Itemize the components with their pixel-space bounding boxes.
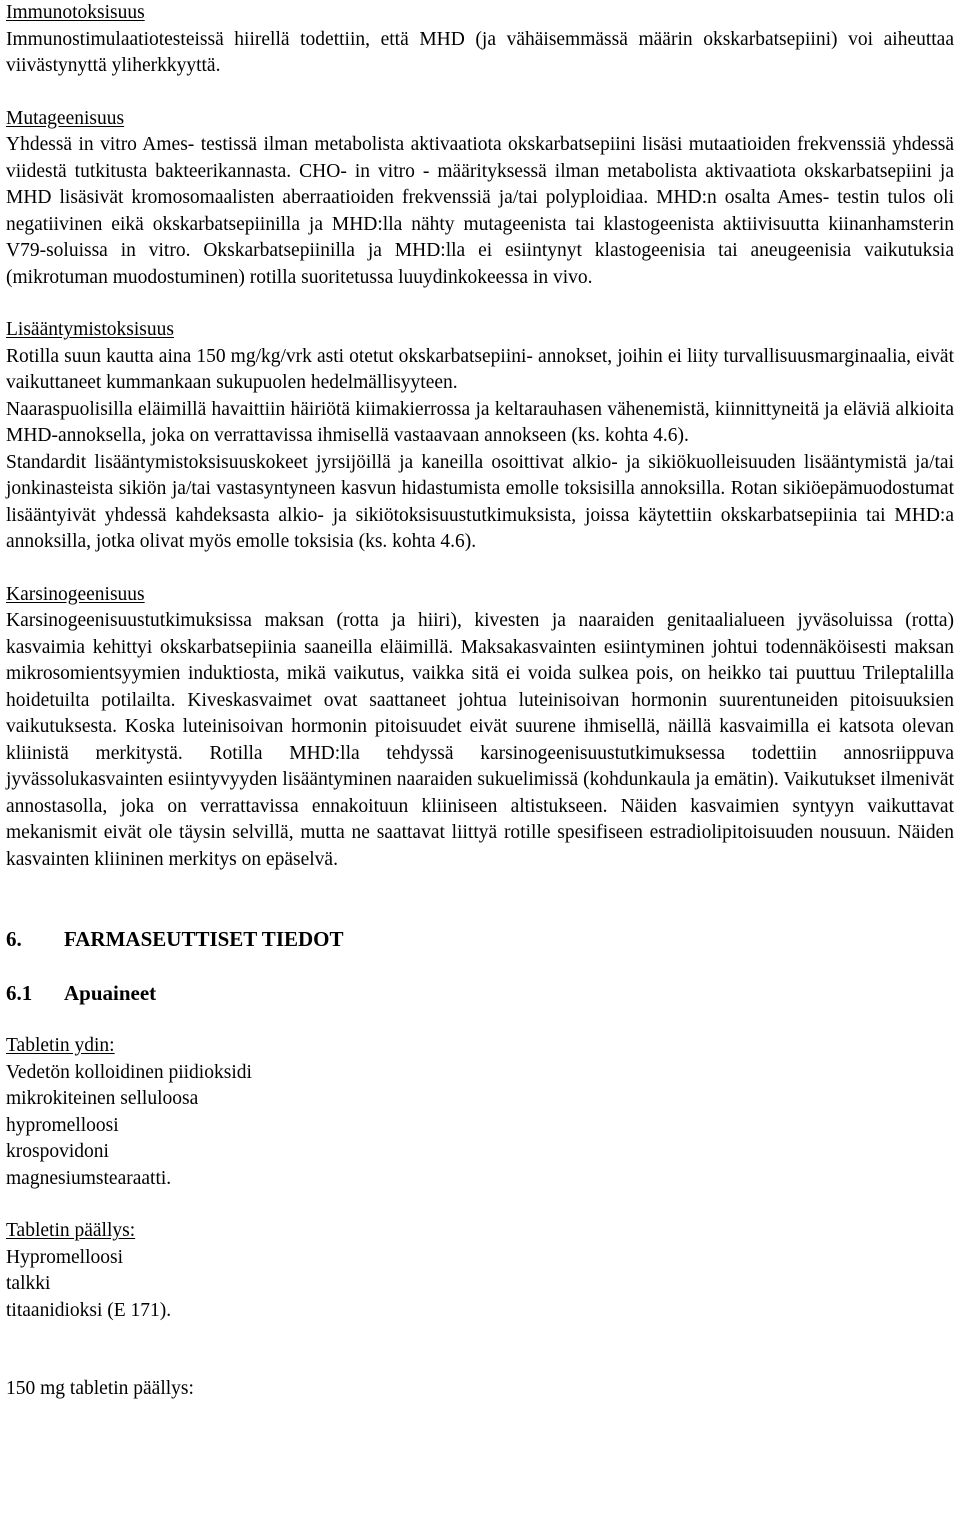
list-item: Vedetön kolloidinen piidioksidi (6, 1061, 252, 1083)
tablet-coating-section (6, 1218, 954, 1324)
reproductive-toxicity-heading: Lisääntymistoksisuus (6, 319, 174, 340)
section-6-1-heading (6, 979, 954, 1007)
section-6-number: 6. (6, 927, 22, 951)
tablet-coating-heading: Tabletin päällys: (6, 1220, 136, 1241)
carcinogenicity-text: Karsinogeenisuustutkimuksissa maksan (rotta ja hiiri), kivesten ja naaraiden genitaalialueen jyväsoluissa (rotta) kasvaimia kehittyi okskarbatsepiinia saaneilla eläimillä. Maksakasvainten esiintyminen johtui todennäköisesti maksan mikrosomientsyymien induktiosta, mikä vaikutus, vaikka sitä ei voida sulkea pois, on heikko tai puuttuu Trileptalilla hoidetuilta potilailta. Kiveskasvaimet ovat saattaneet johtua luteinisoivan hormonin suurentuneiden pitoisuuksien vaikutuksesta. Koska luteinisoivan hormonin pitoisuudet eivät suurene ihmisellä, näillä kasvaimilla ei katsota olevan kliinistä merkitystä. Rotilla MHD:lla tehdyssä karsinogeenisuustutkimuksessa todettiin annosriippuva jyvässolukasvainten esiintyvyyden lisääntyminen naaraiden sukuelimissä (kohdunkaula ja emätin). Vaikutukset ilmenivät annostasolla, joka on verrattavissa ennakoituun kliiniseen altistukseen. Näiden kasvaimien syntyyn vaikuttavat mekanismit eivät ole täysin selvillä, mutta ne saattavat liittyä rotille spesifiseen estradiolipitoisuuden nousuun. Näiden kasvainten kliininen merkitys on epäselvä. (6, 610, 954, 870)
reproductive-toxicity-paragraph: Rotilla suun kautta aina 150 mg/kg/vrk asti otetut okskarbatsepiini- annokset, joihin ei liity turvallisuusmarginaalia, eivät vaikuttaneet kummankaan sukupuolen hedelmällisyyteen. (6, 345, 954, 393)
list-item: mikrokiteinen selluloosa (6, 1088, 199, 1109)
section-6-1-title: Apuaineet (64, 981, 157, 1005)
carcinogenicity-heading: Karsinogeenisuus (6, 583, 145, 605)
tablet-core-heading: Tabletin ydin: (6, 1035, 115, 1056)
list-item: krospovidoni (6, 1141, 109, 1162)
reproductive-toxicity-paragraph: Standardit lisääntymistoksisuuskokeet jyrsijöillä ja kaneilla osoittivat alkio- ja sikiökuolleisuuden lisääntymistä ja/tai jonkinasteista sikiön ja/tai vastasyntyneen kasvun hidastumista emolle toksisilla annoksilla. Rotan sikiöepämuodostumat lisääntyivät yhdessä kahdeksasta alkio- ja sikiötoksisuustutkimuksista, joissa käytettiin okskarbatsepiinia tai MHD:a annoksilla, jotka olivat myös emolle toksisia (ks. kohta 4.6). (6, 451, 954, 552)
document-page (6, 0, 954, 1403)
section-6-title: FARMASEUTTISET TIEDOT (64, 927, 344, 951)
list-item: magnesiumstearaatti. (6, 1167, 172, 1189)
immunotoxicity-section (6, 0, 954, 80)
tablet-150-coating-section (6, 1376, 954, 1403)
tablet-150-coating-heading: 150 mg tabletin päällys: (6, 1378, 194, 1399)
mutagenicity-text: Yhdessä in vitro Ames- testissä ilman metabolista aktivaatiota okskarbatsepiini lisäsi mutaatioiden frekvenssiä yhdessä viidestä tutkitusta bakteerikannasta. CHO- in vitro - määrityksessä ilman metabolista aktivaatiota okskarbatsepiini ja MHD lisäsivät kromosomaalisten aberraatioiden frekvenssiä ja/tai polyploidiaa. MHD:n osalta Ames- testin tulos oli negatiivinen eikä okskarbatsepiinilla ja MHD:lla nähty mutageenista tai klastogeenista aktiivisuutta kiinanhamsterin V79-soluissa in vitro. Okskarbatsepiinilla ja MHD:lla ei esiintynyt klastogeenisia tai aneugeenisia vaikutuksia (mikrotuman muodostuminen) rotilla suoritetussa luuydinkokeessa in vivo. (6, 134, 954, 288)
immunotoxicity-heading: Immunotoksisuus (6, 2, 145, 23)
carcinogenicity-section (6, 582, 954, 874)
reproductive-toxicity-section (6, 317, 954, 556)
reproductive-toxicity-paragraph: Naaraspuolisilla eläimillä havaittiin häiriötä kiimakierrossa ja keltarauhasen vähenemistä, kiinnittyneitä ja eläviä alkioita MHD-annoksella, joka on verrattavissa ihmisellä vastaavaan annokseen (ks. kohta 4.6). (6, 398, 954, 446)
list-item: Hypromelloosi (6, 1246, 123, 1268)
list-item: titaanidioksi (E 171). (6, 1299, 172, 1321)
section-6-heading (6, 925, 954, 953)
list-item: hypromelloosi (6, 1114, 119, 1136)
mutagenicity-section (6, 106, 954, 292)
tablet-core-section (6, 1033, 954, 1192)
mutagenicity-heading: Mutageenisuus (6, 107, 125, 129)
section-6-1-number: 6.1 (6, 981, 33, 1005)
immunotoxicity-text: Immunostimulaatiotesteissä hiirellä todettiin, että MHD (ja vähäisemmässä määrin okskarbatsepiini) voi aiheuttaa viivästynyttä yliherkkyyttä. (6, 28, 954, 76)
list-item: talkki (6, 1273, 51, 1294)
